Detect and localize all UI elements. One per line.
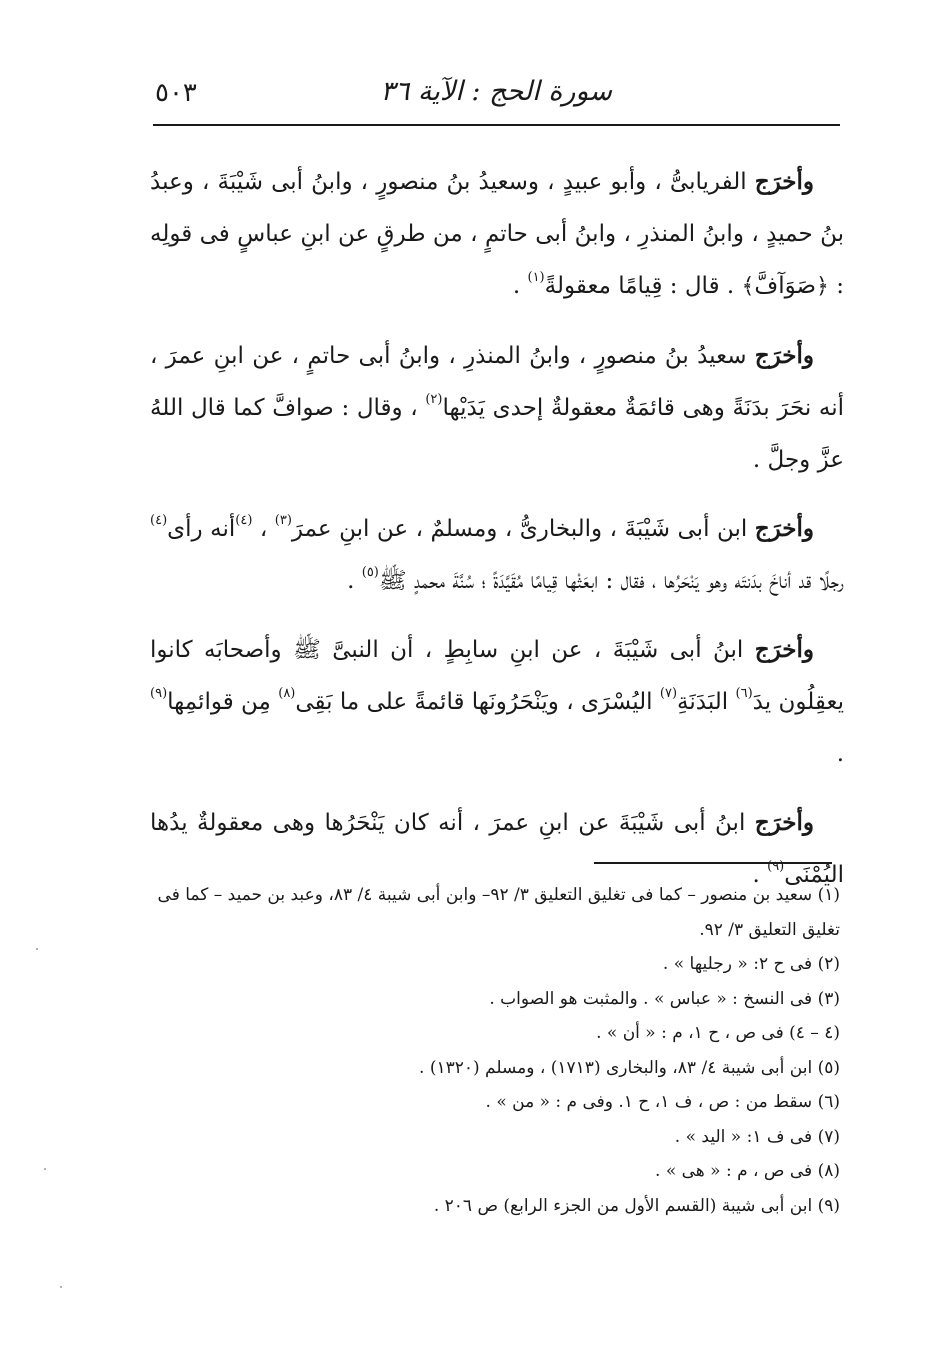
footnote-ref: (٤) xyxy=(235,513,253,528)
header-rule xyxy=(153,124,840,126)
footnote-ref: (٧) xyxy=(659,686,678,701)
footnote-ref: (٤) xyxy=(150,513,168,528)
scan-speck xyxy=(60,1286,62,1288)
footnote: (٣) فى النسخ : « عباس » . والمثبت هو الصواب . xyxy=(489,988,840,1009)
text-run: سعيدُ بنُ منصورٍ ، وابنُ المنذرِ ، وابنُ أبى حاتمٍ ، عن ابنِ عمرَ ، أنه نحَرَ بدَنَةً وهى قائمَةٌ معقولةٌ إحدى يَدَيْها xyxy=(150,343,845,421)
quran-bracket: ﴿ xyxy=(816,274,829,299)
paragraph xyxy=(150,503,844,607)
paragraph-lead-word: وأخرَج xyxy=(754,342,814,369)
footnote: (٢) فى ح ٢: « رجليها » . xyxy=(662,954,840,974)
text-run: صَوَآفَّ xyxy=(754,273,817,299)
footnote-ref: (٥) xyxy=(361,565,379,580)
paragraph-lead-word: وأخرَج xyxy=(754,515,814,542)
text-run: ابنُ أبى شَيْبَةَ عن ابنِ عمرَ ، أنه كان يَنْحَرُها وهى معقولةٌ يدُها اليُمْنَى xyxy=(150,810,844,888)
paragraph xyxy=(150,330,844,486)
scan-speck xyxy=(44,1168,46,1170)
text-run: رجلًا قد أناخَ بدَنتَه وهو يَنْحَرُها ، فقال : ابعَثْها قِيامًا مُقَيَّدَةً ؛ سُنَّةَ محمدٍ ﷺ xyxy=(378,568,844,594)
main-text xyxy=(150,156,844,918)
footnote-ref: (١) xyxy=(527,270,545,285)
footnote: (٨) فى ص ، م : « هى » . xyxy=(655,1161,840,1181)
quran-bracket: ﴾ xyxy=(741,274,755,299)
text-run: . xyxy=(512,273,528,299)
footnote: (٦) سقط من : ص ، ف ١، ح ١. وفى م : « من » . xyxy=(485,1092,840,1112)
footnote: (٧) فى ف ١: « اليد » . xyxy=(674,1126,840,1147)
text-run: . xyxy=(752,862,768,888)
footnote-ref: (٨) xyxy=(278,686,296,701)
footnote: (٩) ابن أبى شيبة (القسم الأول من الجزء الرابع) ص ٢٠٦ . xyxy=(433,1195,840,1216)
scan-speck xyxy=(36,948,38,950)
footnote: (١) سعيد بن منصور – كما فى تغليق التعليق ٣/ ٩٢– وابن أبى شيبة ٤/ ٨٣، وعبد بن حميد – كما فى تغليق التعليق ٣/ ٩٢. xyxy=(157,885,840,940)
footnotes xyxy=(150,878,840,1223)
running-title: سورة الحج : الآية ٣٦ xyxy=(380,76,612,107)
text-run: . قال : قِيامًا معقولةً xyxy=(544,273,742,299)
footnote-ref: (٦) xyxy=(735,686,753,701)
text-run: ، وقال : صوافَّ كما قال اللهُ عزَّ وجلَّ . xyxy=(150,395,844,473)
text-run: . xyxy=(836,741,844,767)
paragraph-lead-word: وأخرَج xyxy=(754,809,814,836)
paragraph xyxy=(150,624,844,780)
footnote-ref: (٢) xyxy=(425,392,443,407)
text-run: ابنُ أبى شَيْبَةَ ، عن ابنِ سابِطٍ ، أن النبىَّ ﷺ وأصحابَه كانوا يعقِلُون يدَ xyxy=(150,637,845,715)
paragraph xyxy=(150,156,844,313)
text-run: مِن قوائمِها xyxy=(167,689,279,715)
text-run: البَدَنَةِ xyxy=(677,689,736,715)
text-run: . xyxy=(347,568,362,594)
footnote: (٥) ابن أبى شيبة ٤/ ٨٣، والبخارى (١٧١٣) ، ومسلم (١٣٢٠) . xyxy=(419,1057,840,1078)
footnote-ref: (٩) xyxy=(150,686,168,701)
text-run: ، xyxy=(252,516,275,542)
footnote-ref: (٩) xyxy=(767,859,785,874)
paragraph-lead-word: وأخرَج xyxy=(754,636,814,663)
text-run: اليُسْرَى ، ويَنْحَرُونَها قائمةً على ما بَقِى xyxy=(295,689,660,715)
text-run: أنه رأى xyxy=(167,516,236,542)
footnote-separator xyxy=(594,862,832,864)
page-number: ٥٠٣ xyxy=(155,78,197,108)
page-header xyxy=(150,70,840,120)
text-run: الفريابىُّ ، وأبو عبيدٍ ، وسعيدُ بنُ منصورٍ ، وابنُ أبى شَيْبَةَ ، وعبدُ بنُ حميدٍ ، وابنُ المنذرِ ، وابنُ أبى حاتمٍ ، من طرقٍ عن ابنِ عباسٍ فى قولِه : xyxy=(150,169,844,299)
text-run: ابن أبى شَيْبَةَ ، والبخارىُّ ، ومسلمٌ ، عن ابنِ عمرَ xyxy=(291,516,755,542)
footnote-ref: (٣) xyxy=(274,513,292,528)
footnote: (٤ – ٤) فى ص ، ح ١، م : « أن » . xyxy=(596,1023,840,1043)
paragraph-lead-word: وأخرَج xyxy=(754,168,814,195)
